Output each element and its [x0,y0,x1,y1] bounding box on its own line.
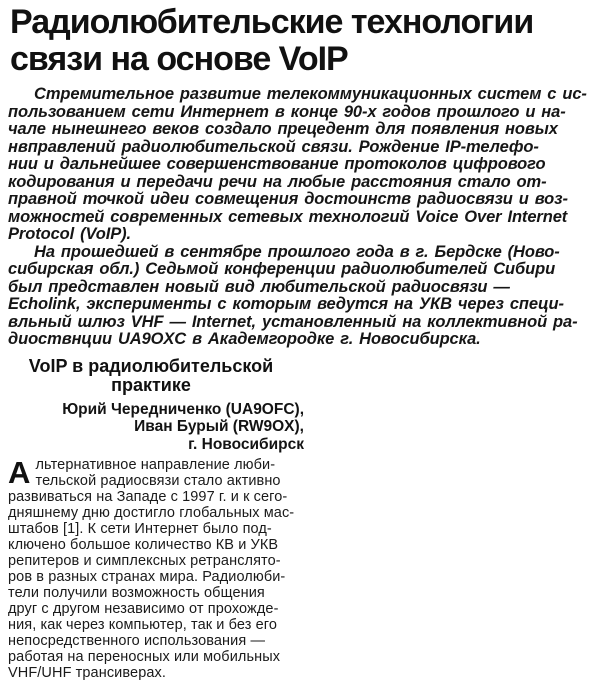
body-paragraph [8,457,310,681]
article-left-column [8,357,310,682]
lead-paragraph-2: На прошедшей в сентябре прошлого года в г. Бердске (Ново- сибирская обл.) Седьмой конференции радиолюбителей Сибири был представлен новый вид любительской радиосвязи — Echolink, эксперименты с которым ведутся на УКВ через специ- вльный шлюз VHF — Internet, установленный на коллективной ра- диоствнции UA9OXC в Академгородке г. Новосибирска. [8,242,578,348]
authors-block: Юрий Чередниченко (UA9OFC), Иван Бурый (RW9OX), г. Новосибирск [62,400,304,453]
lead-section [8,86,594,349]
article-title: Радиолюбительские технологии связи на основе VoIP [10,3,534,78]
body-paragraph-text: льтернативное направление люби- тельской радиосвязи стало активно развиваться на Западе с 1997 г. и к сего- дняшнему дню достигло глобальных мас- штабов [1]. К сети Интернет было под- ключено большое количество КВ и УКВ репитеров и симплексных ретранслято- ров в разных странах мира. Радиолюби- тели получили возможность общения друг с другом независимо от прохожде- ния, как через компьютер, так и без его непосредственного использования — работая на переносных или мобильных VHF/UHF трансиверах. [8,457,295,681]
dropcap-letter: А [8,455,31,490]
section-heading: VoIP в радиолюбительской практике [28,355,274,395]
lead-paragraph-1: Стремительное развитие телекоммуникационных систем с ис- пользованием сети Интернет в конце 90-х годов прошлого и на- чале нынешнего веков создало прецедент для появления новых нвправлений радиолюбительской связи. Рождение IP-телефо- нии и дальнейшее совершенствование протоколов цифрового кодирования и передачи речи на любые расстояния стало от- правной точкой идеи совмещения достоинств радиосвязи и воз- можностей современных сетевых технологий Voice Over Internet Protocol (VoIP). [8,85,587,243]
